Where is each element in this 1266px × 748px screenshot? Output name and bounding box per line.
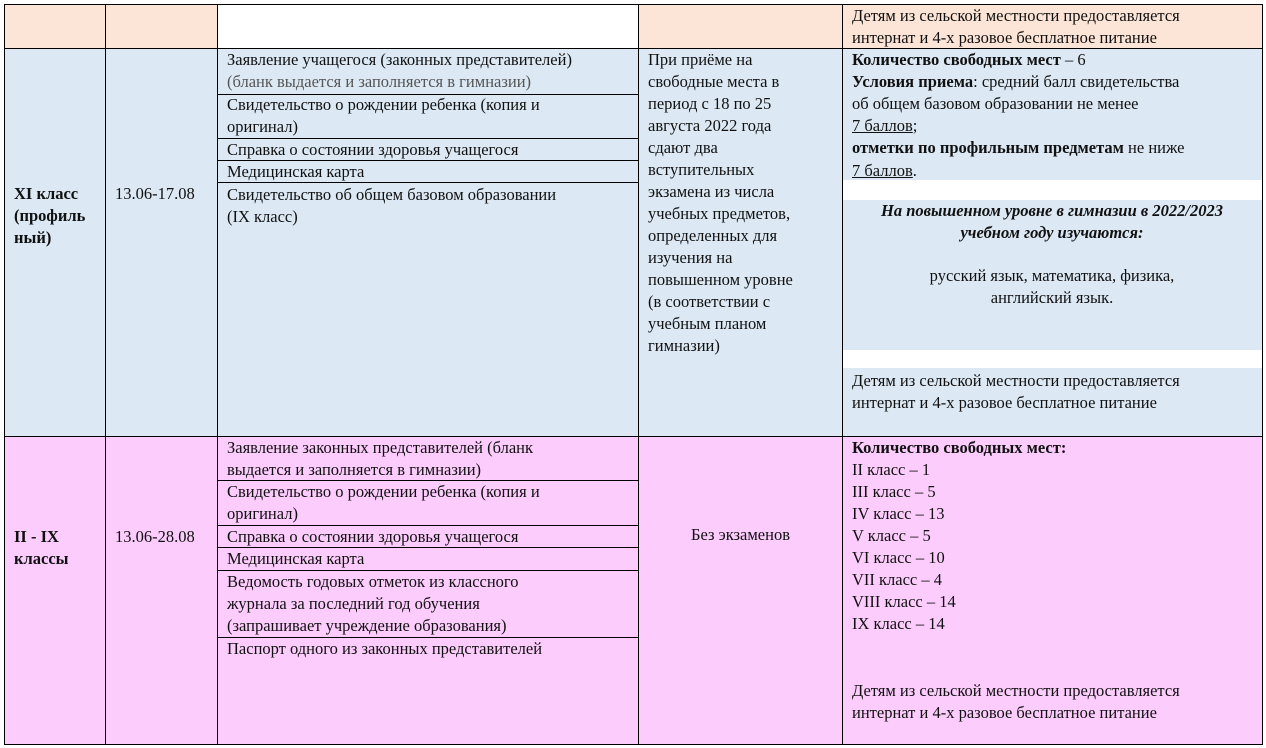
xi-exam-line-8: учебных предметов, — [648, 204, 791, 223]
xi-advanced-heading-line-1: На повышенном уровне в гимназии в 2022/2023 — [881, 201, 1223, 220]
ii-doc-6-line-1: Паспорт одного из законных представителей — [227, 639, 543, 658]
xi-conditions-score-suffix: ; — [912, 116, 918, 135]
xi-grade-line-3: ный) — [14, 228, 52, 247]
xi-doc-1-line-1: Заявление учащегося (законных представителей) — [227, 50, 572, 69]
ii-doc-2-line-2: оригинал) — [227, 504, 298, 523]
xi-exam-line-12: (в соответствии с — [648, 292, 771, 311]
xi-exam-line-10: изучения на — [648, 248, 733, 267]
xi-rural-line-2: интернат и 4-х разовое бесплатное питание — [852, 393, 1157, 412]
top-rural-line-2: интернат и 4-х разовое бесплатное питание — [852, 28, 1157, 47]
col-divider-3 — [638, 4, 639, 745]
xi-grade-line-1: XI класс — [14, 184, 79, 203]
xi-doc-2-line-2: оригинал) — [227, 117, 298, 136]
xi-exam-line-2: свободные места в — [648, 72, 780, 91]
xi-conditions-score-value: 7 баллов — [852, 116, 913, 135]
ii-doc-3-line-1: Справка о состоянии здоровья учащегося — [227, 527, 519, 546]
ii-places-item-8: IX класс – 14 — [852, 614, 945, 633]
table-border-right — [1262, 4, 1263, 745]
ii-places-item-5: VI класс – 10 — [852, 548, 945, 567]
xi-subjects-line-1: русский язык, математика, физика, — [929, 266, 1175, 285]
xi-conditions-text: : средний балл свидетельства — [973, 72, 1180, 91]
ii-doc-5-line-1: Ведомость годовых отметок из классного — [227, 572, 519, 591]
ii-places-item-3: IV класс – 13 — [852, 504, 945, 523]
xi-profile — [852, 137, 1185, 159]
xi-exam-line-9: определенных для — [648, 226, 778, 245]
xi-doc-4-line-1: Медицинская карта — [227, 162, 365, 181]
xi-profile-label: отметки по профильным предметам — [852, 138, 1124, 157]
row-top-docs-cell-background — [218, 4, 638, 48]
ii-places-item-4: V класс – 5 — [852, 526, 931, 545]
ii-rural-line-2: интернат и 4-х разовое бесплатное питание — [852, 703, 1157, 722]
ii-rural-line-1: Детям из сельской местности предоставляется — [852, 681, 1180, 700]
xi-conditions-score — [852, 115, 917, 137]
ii-places-item-7: VIII класс – 14 — [852, 592, 956, 611]
ii-grade-line-2: классы — [14, 549, 69, 568]
ii-exam: Без экзаменов — [691, 525, 790, 544]
xi-conditions-line-2: об общем базовом образовании не менее — [852, 94, 1139, 113]
ii-doc-1-line-1: Заявление законных представителей (бланк — [227, 438, 533, 457]
xi-conditions-label: Условия приема — [852, 72, 974, 91]
xi-free-places-value: – 6 — [1060, 50, 1086, 69]
xi-free-places — [852, 49, 1086, 71]
ii-grade-line-1: II - IX — [14, 527, 59, 546]
xi-doc-5-line-2: (IX класс) — [227, 207, 298, 226]
table-border-left — [4, 4, 5, 745]
xi-advanced-heading-line-2: учебном году изучаются: — [960, 223, 1144, 242]
table-border-bottom — [4, 744, 1263, 745]
ii-doc-4-line-1: Медицинская карта — [227, 549, 365, 568]
ii-doc-1-line-2: выдается и заполняется в гимназии) — [227, 460, 482, 479]
row-divider-2 — [4, 436, 1263, 437]
ii-free-places-heading: Количество свободных мест: — [852, 438, 1067, 457]
xi-rural-line-1: Детям из сельской местности предоставляется — [852, 371, 1180, 390]
ii-dates: 13.06-28.08 — [115, 527, 195, 546]
xi-profile-text: не ниже — [1123, 138, 1185, 157]
xi-doc-3-line-1: Справка о состоянии здоровья учащегося — [227, 140, 519, 159]
xi-grade-line-2: (профиль — [14, 206, 86, 225]
xi-doc-1-note: (бланк выдается и заполняется в гимназии) — [227, 72, 532, 91]
xi-profile-score-suffix: . — [912, 161, 917, 180]
xi-exam-line-7: экзамена из числа — [648, 182, 775, 201]
xi-doc-2-line-1: Свидетельство о рождении ребенка (копия и — [227, 95, 540, 114]
col-divider-2 — [217, 4, 218, 745]
xi-profile-score — [852, 160, 917, 182]
col-divider-1 — [105, 4, 106, 745]
ii-places-item-2: III класс – 5 — [852, 482, 936, 501]
xi-dates: 13.06-17.08 — [115, 184, 195, 203]
row-xi-white-stripe — [843, 180, 1263, 200]
xi-exam-line-14: гимназии) — [648, 336, 720, 355]
ii-places-item-1: II класс – 1 — [852, 460, 931, 479]
xi-exam-line-11: повышенном уровне — [648, 270, 793, 289]
top-rural-line-1: Детям из сельской местности предоставляется — [852, 6, 1180, 25]
xi-doc-5-line-1: Свидетельство об общем базовом образовании — [227, 185, 557, 204]
xi-exam-line-13: учебным планом — [648, 314, 767, 333]
xi-free-places-label: Количество свободных мест — [852, 50, 1061, 69]
xi-conditions — [852, 71, 1179, 93]
col-divider-4 — [842, 4, 843, 745]
xi-exam-line-4: августа 2022 года — [648, 116, 772, 135]
xi-exam-line-3: период с 18 по 25 — [648, 94, 772, 113]
xi-subjects-line-2: английский язык. — [990, 288, 1114, 307]
xi-exam-line-5: сдают два — [648, 138, 718, 157]
xi-exam-line-6: вступительных — [648, 160, 755, 179]
xi-profile-score-value: 7 баллов — [852, 161, 913, 180]
row-xi-white-stripe-2 — [843, 350, 1263, 368]
xi-exam-line-1: При приёме на — [648, 50, 753, 69]
ii-doc-2-line-1: Свидетельство о рождении ребенка (копия и — [227, 482, 540, 501]
ii-doc-5-line-3: (запрашивает учреждение образования) — [227, 616, 507, 635]
ii-doc-5-line-2: журнала за последний год обучения — [227, 594, 480, 613]
ii-places-item-6: VII класс – 4 — [852, 570, 943, 589]
